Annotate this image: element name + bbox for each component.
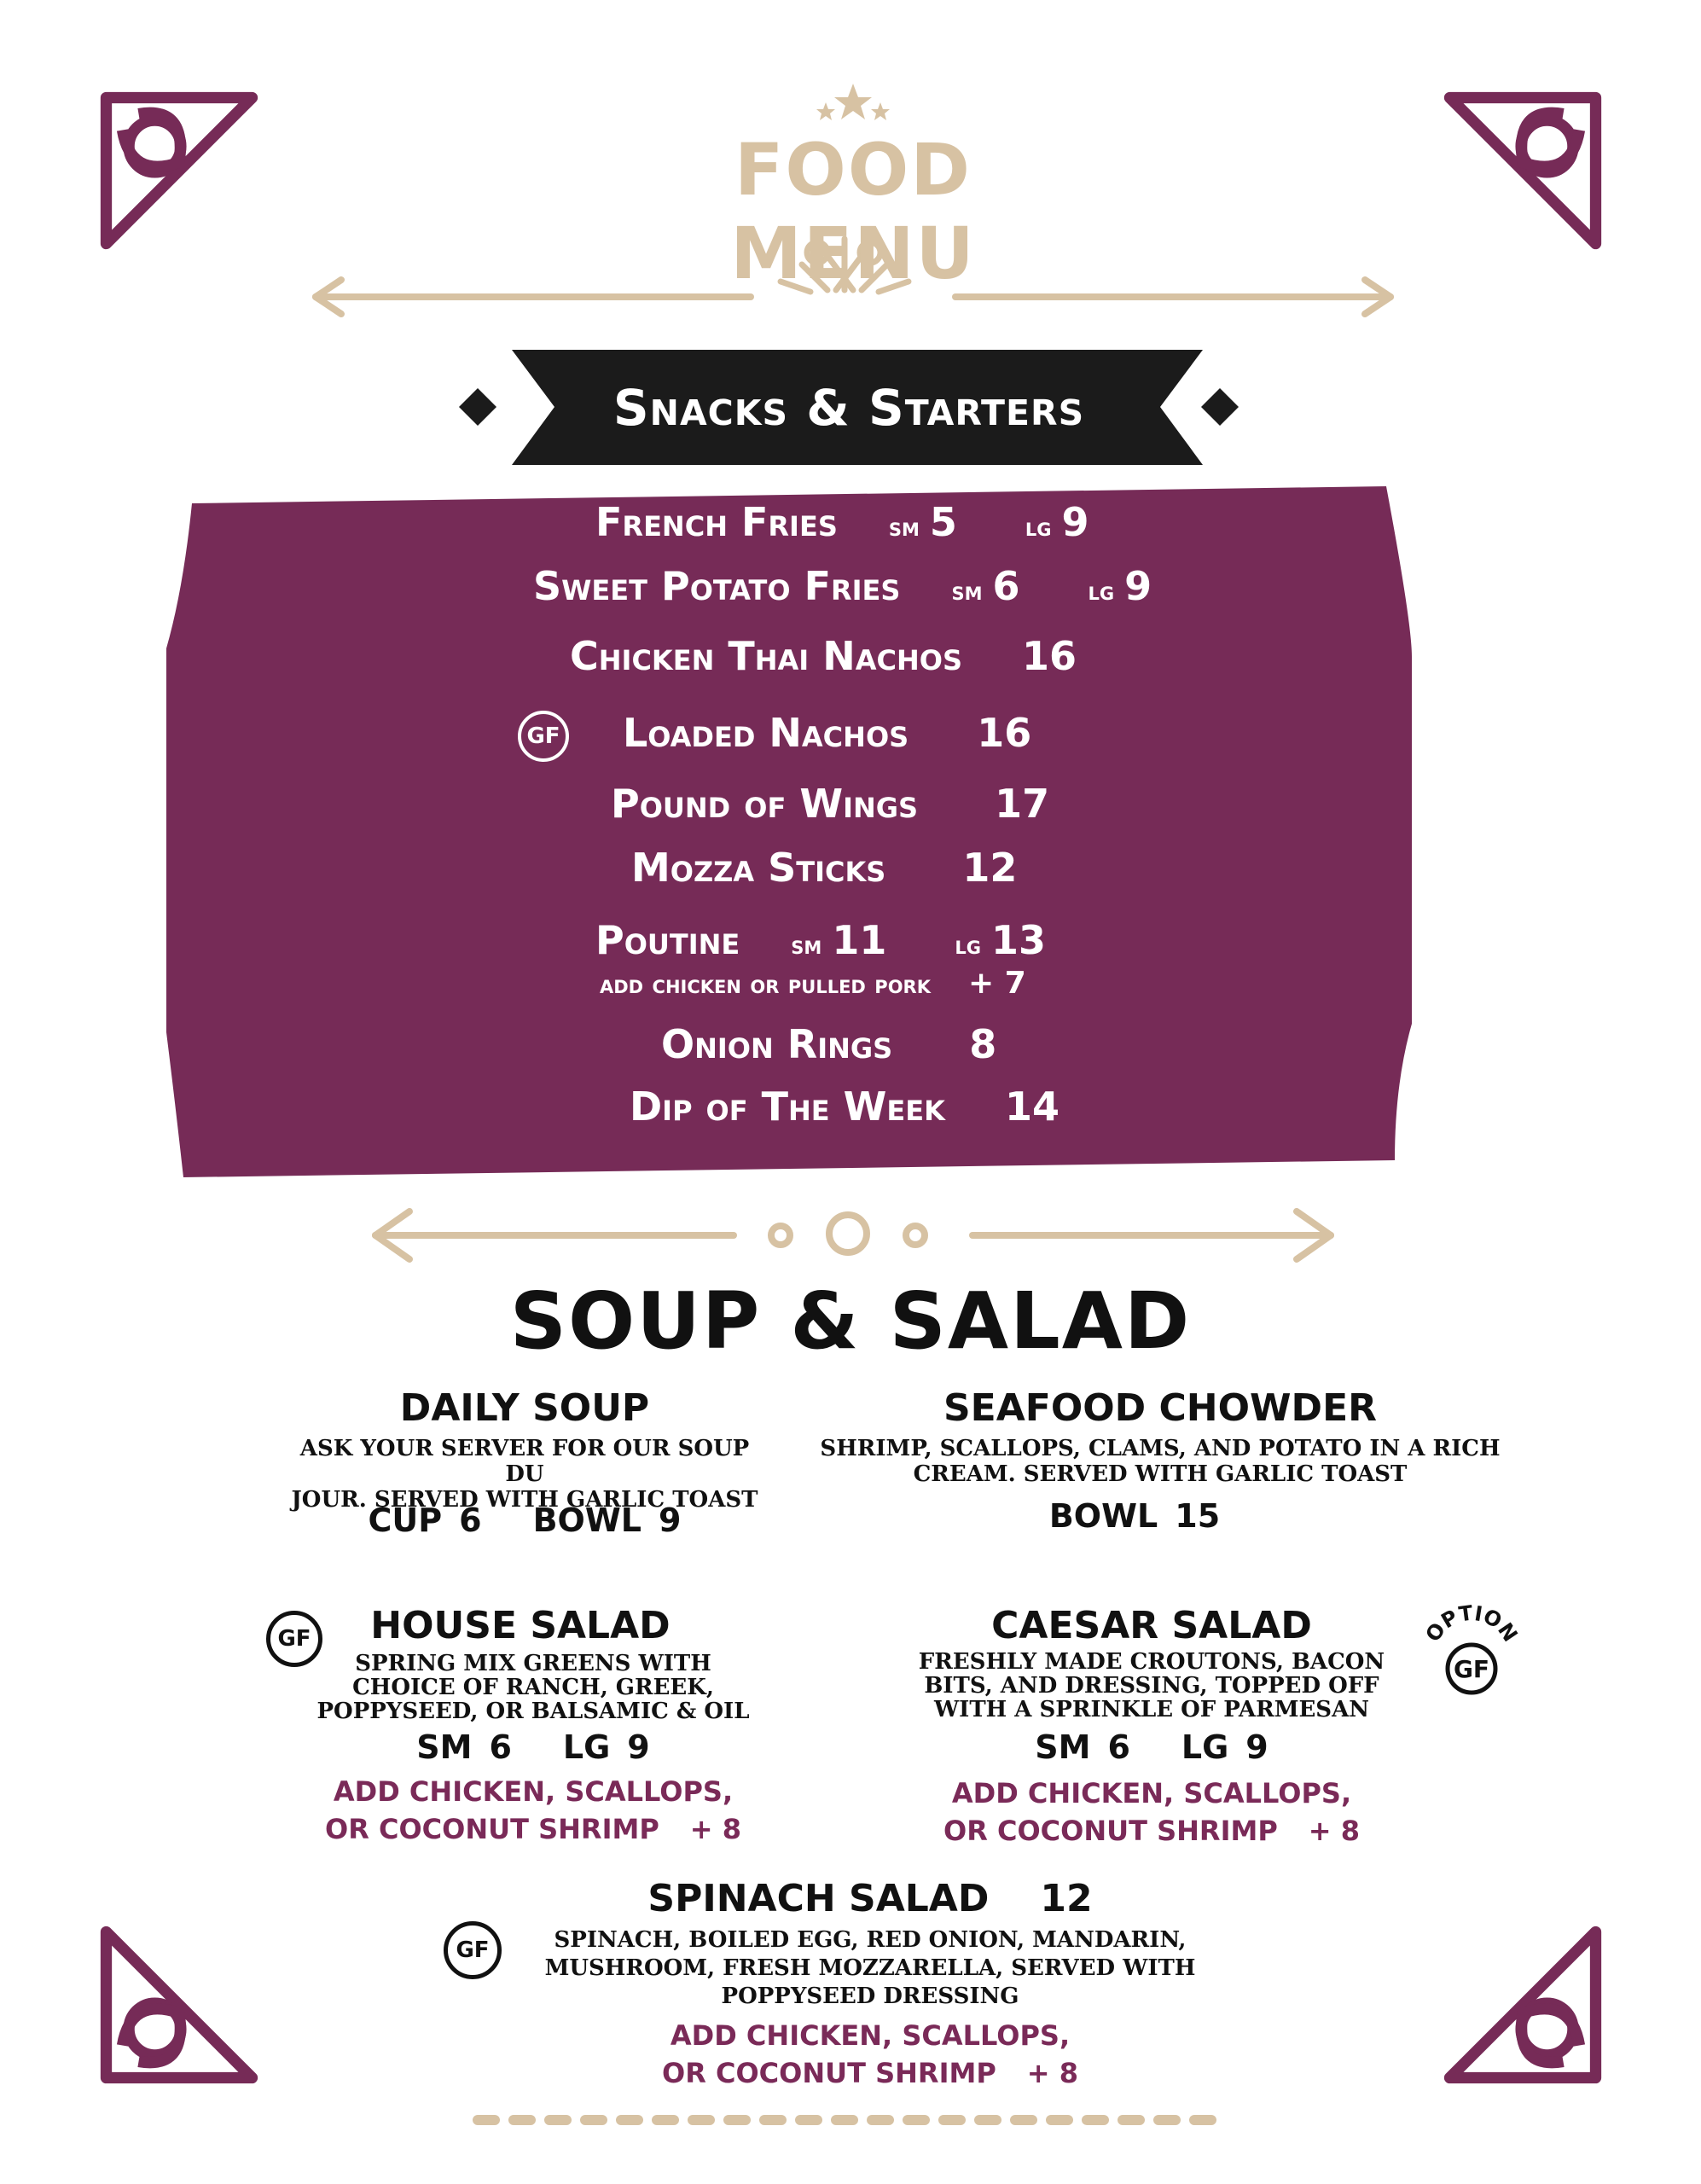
description-line: CHOICE OF RANCH, GREEK, <box>352 1675 714 1700</box>
gluten-free-badge: GF <box>266 1611 322 1667</box>
item-title-caesar-salad: CAESAR SALAD <box>991 1604 1312 1647</box>
star-icon <box>816 102 835 120</box>
size-label: CUP <box>368 1502 443 1539</box>
item-title-daily-soup: DAILY SOUP <box>399 1386 650 1430</box>
menu-title: FOOD MENU <box>730 128 976 295</box>
item-title-seafood-chowder: SEAFOOD CHOWDER <box>943 1386 1378 1430</box>
description-line: BITS, AND DRESSING, TOPPED OFF <box>924 1673 1379 1699</box>
addon-caesar-salad <box>913 1774 1390 1850</box>
item-name: Pound of Wings <box>611 781 919 827</box>
svg-text:OPTION <box>1421 1600 1523 1646</box>
addon-spinach-salad <box>529 2017 1211 2092</box>
description-line: MUSHROOM, FRESH MOZZARELLA, SERVED WITH <box>544 1955 1196 1981</box>
size-label: LG <box>562 1728 611 1766</box>
price: 6 <box>489 1728 512 1766</box>
option-gluten-free-badge <box>1416 1595 1527 1706</box>
addon-price: + 8 <box>689 1813 741 1845</box>
item-name: Loaded Nachos <box>623 710 909 756</box>
item-price: 9 <box>1124 563 1152 609</box>
gf-label: GF <box>1453 1655 1490 1683</box>
description-line: SPINACH, BOILED EGG, RED ONION, MANDARIN, <box>554 1927 1187 1953</box>
item-price: 8 <box>969 1021 997 1067</box>
item-price: 11 <box>832 917 887 963</box>
description-line: SHRIMP, SCALLOPS, CLAMS, AND POTATO IN A RICH <box>820 1436 1501 1461</box>
size-label: lg <box>1025 513 1052 543</box>
description-line: FRESHLY MADE CROUTONS, BACON <box>918 1649 1385 1675</box>
snack-item-loaded-nachos <box>623 710 1031 756</box>
item-price: 12 <box>1040 1877 1093 1920</box>
snack-item-sweet-potato-fries <box>533 563 1152 609</box>
price: 6 <box>459 1502 482 1539</box>
ornament-circle-icon <box>771 1226 790 1245</box>
description-line: POPPYSEED, OR BALSAMIC & OIL <box>316 1699 750 1724</box>
item-title-spinach-salad <box>529 1877 1211 1920</box>
item-price: 6 <box>992 563 1020 609</box>
description-line: ASK YOUR SERVER FOR OUR SOUP DU <box>299 1436 750 1487</box>
addon-price: + 7 <box>968 966 1026 1001</box>
item-name: Mozza Sticks <box>631 845 886 891</box>
item-name: SPINACH SALAD <box>647 1877 990 1920</box>
section-title-snacks: Snacks & Starters <box>612 378 1085 437</box>
price: 9 <box>659 1502 682 1539</box>
addon-text: OR COCONUT SHRIMP <box>943 1815 1278 1847</box>
size-label: BOWL <box>532 1502 642 1539</box>
ornament-circle-icon <box>906 1226 925 1245</box>
description-line: SPRING MIX GREENS WITH <box>355 1651 711 1676</box>
item-description-spinach-salad <box>529 1926 1211 2011</box>
item-name: Onion Rings <box>661 1021 893 1067</box>
item-description-seafood-chowder <box>819 1436 1501 1487</box>
snack-item-dip-of-the-week <box>630 1083 1059 1130</box>
celtic-knot-bottom-right-icon <box>1442 1924 1604 2086</box>
price: 9 <box>627 1728 650 1766</box>
size-label: lg <box>1088 577 1115 607</box>
description-line: POPPYSEED DRESSING <box>721 1984 1019 2009</box>
snack-item-poutine <box>595 917 1046 963</box>
celtic-knot-top-right-icon <box>1442 90 1604 252</box>
addon-text: add chicken or pulled pork <box>600 970 931 1000</box>
star-icon <box>871 102 890 120</box>
star-icon <box>834 84 872 119</box>
size-label: LG <box>1181 1728 1229 1766</box>
option-label: OPTION <box>1420 1600 1523 1647</box>
price: 15 <box>1175 1497 1221 1535</box>
size-label: SM <box>416 1728 473 1766</box>
title-underline-arrow <box>307 273 1399 324</box>
gluten-free-badge: GF <box>444 1921 502 1979</box>
section-title-soup-salad: SOUP & SALAD <box>509 1275 1192 1367</box>
item-price: 5 <box>929 499 957 545</box>
description-line: CREAM. SERVED WITH GARLIC TOAST <box>913 1461 1408 1487</box>
price: 6 <box>1107 1728 1130 1766</box>
ornament-circle-icon <box>829 1215 867 1252</box>
size-label: sm <box>888 513 920 543</box>
item-description-house-salad <box>307 1652 759 1723</box>
snack-item-onion-rings <box>661 1021 996 1067</box>
addon-text: OR COCONUT SHRIMP <box>325 1813 659 1845</box>
item-price: 14 <box>1004 1083 1059 1130</box>
addon-text: OR COCONUT SHRIMP <box>662 2057 996 2089</box>
celtic-knot-top-left-icon <box>98 90 260 252</box>
addon-house-salad <box>307 1773 759 1848</box>
addon-line: ADD CHICKEN, SCALLOPS, <box>670 2019 1071 2052</box>
item-price: 17 <box>995 781 1050 827</box>
item-name: Poutine <box>595 917 740 963</box>
size-label: sm <box>951 577 983 607</box>
item-name: Chicken Thai Nachos <box>570 633 963 679</box>
size-label: SM <box>1035 1728 1091 1766</box>
item-price-house-salad <box>307 1728 759 1766</box>
size-label: BOWL <box>1048 1497 1158 1535</box>
item-title-house-salad: HOUSE SALAD <box>370 1604 671 1647</box>
item-price-daily-soup <box>282 1502 768 1539</box>
addon-line <box>307 1810 759 1848</box>
snack-item-mozza-sticks <box>631 845 1017 891</box>
item-name: French Fries <box>595 499 838 545</box>
addon-price: + 8 <box>1308 1815 1360 1847</box>
addon-line: ADD CHICKEN, SCALLOPS, <box>951 1777 1352 1809</box>
bottom-dashed-line <box>469 2107 1237 2133</box>
item-price-caesar-salad <box>913 1728 1390 1766</box>
addon-line <box>913 1812 1390 1850</box>
item-price: 12 <box>962 845 1018 891</box>
description-line: WITH A SPRINKLE OF PARMESAN <box>933 1697 1370 1722</box>
size-label: sm <box>791 931 822 961</box>
addon-line <box>529 2054 1211 2092</box>
item-description-caesar-salad <box>913 1650 1390 1722</box>
size-label: lg <box>955 931 981 961</box>
item-price: 13 <box>990 917 1046 963</box>
poutine-addon <box>600 966 1026 1001</box>
item-name: Sweet Potato Fries <box>533 563 901 609</box>
item-price: 16 <box>977 710 1032 756</box>
item-name: Dip of The Week <box>630 1083 945 1130</box>
item-price: 16 <box>1022 633 1077 679</box>
snack-item-pound-of-wings <box>611 781 1049 827</box>
description-line: JOUR. SERVED WITH GARLIC TOAST <box>291 1487 758 1513</box>
item-price: 9 <box>1061 499 1089 545</box>
addon-line: ADD CHICKEN, SCALLOPS, <box>333 1775 734 1808</box>
celtic-knot-bottom-left-icon <box>98 1924 260 2086</box>
gluten-free-badge: GF <box>518 711 569 762</box>
item-price-seafood-chowder <box>819 1497 1450 1535</box>
addon-price: + 8 <box>1026 2057 1078 2089</box>
snack-item-french-fries <box>595 499 1089 545</box>
snack-item-chicken-thai-nachos <box>570 633 1077 679</box>
section-divider <box>358 1194 1348 1280</box>
price: 9 <box>1245 1728 1268 1766</box>
